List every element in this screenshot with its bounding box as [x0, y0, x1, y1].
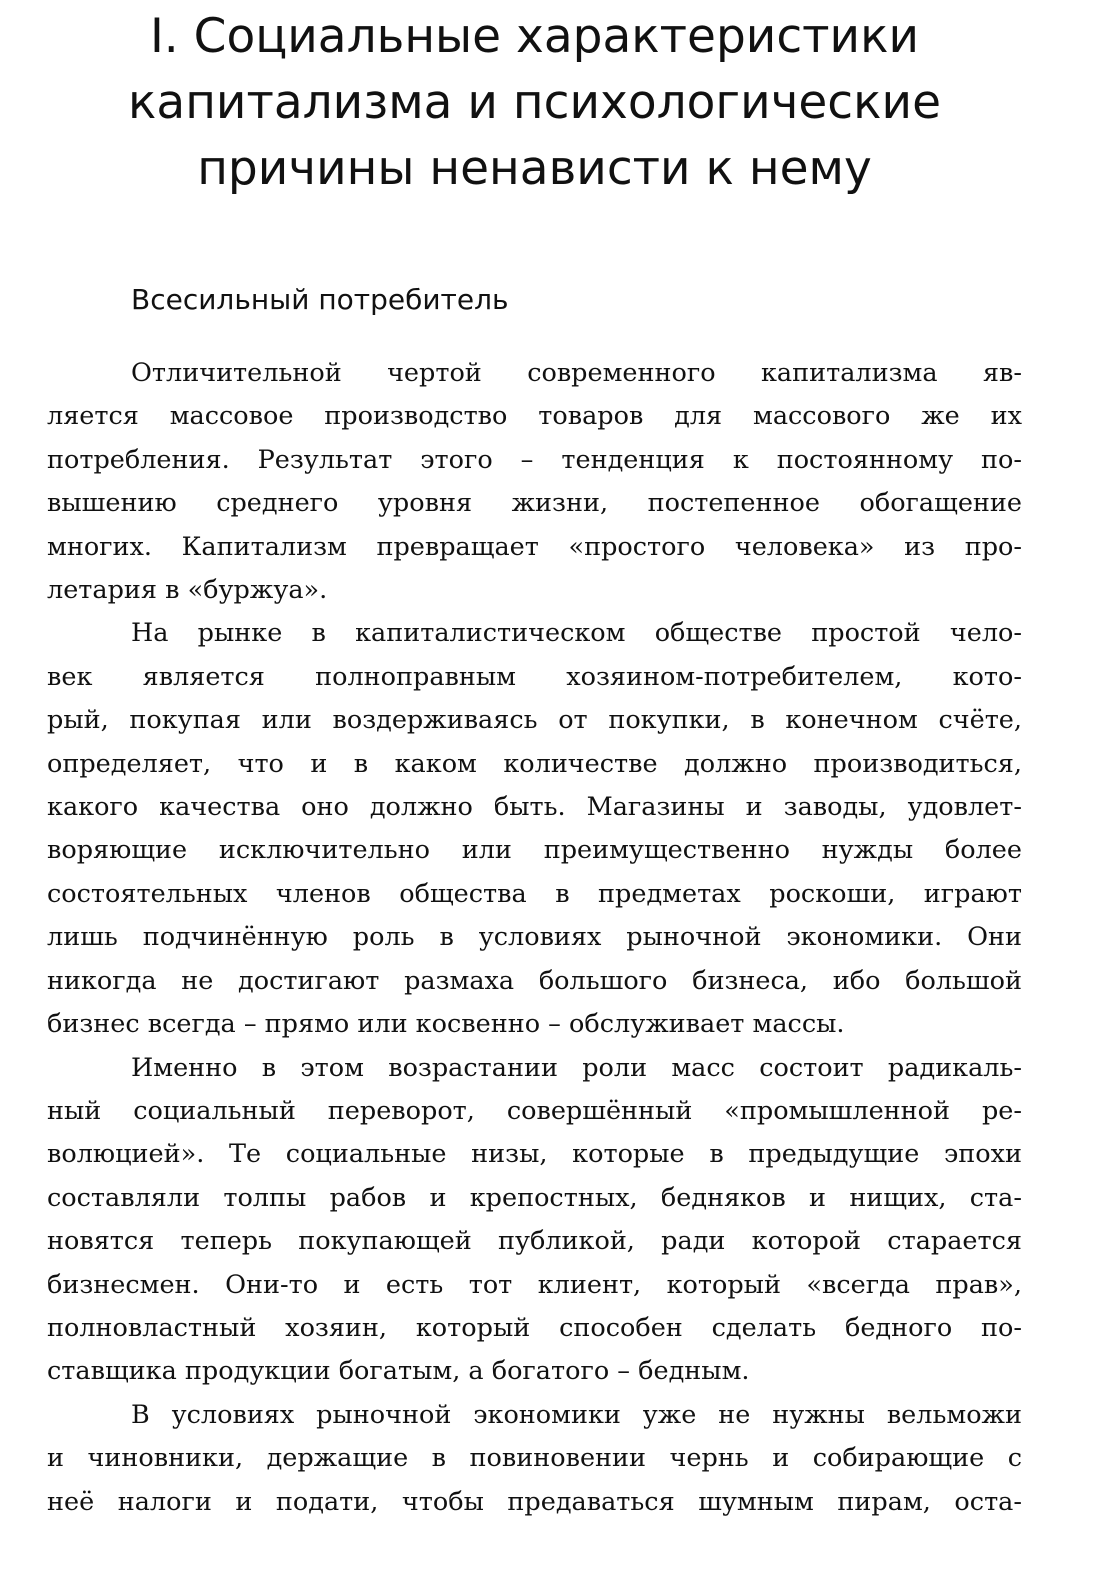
section-title: Всесильный потребитель: [131, 283, 509, 316]
text-line: воряющие исключительно или преимущественно нужды более: [47, 835, 1022, 866]
text-line: многих. Капитализм превращает «простого человека» из про-: [47, 531, 1022, 562]
text-line: лишь подчинённую роль в условиях рыночной экономики. Они: [47, 922, 1022, 953]
text-line: составляли толпы рабов и крепостных, бедняков и нищих, ста-: [47, 1182, 1022, 1213]
paragraph: [47, 1394, 1022, 1524]
text-line: На рынке в капиталистическом обществе простой чело-: [131, 618, 1022, 649]
text-line: вышению среднего уровня жизни, постепенное обогащение: [47, 488, 1022, 519]
text-line: век является полноправным хозяином-потребителем, кото-: [47, 661, 1022, 692]
text-line: рый, покупая или воздерживаясь от покупки, в конечном счёте,: [47, 705, 1022, 736]
text-line: состоятельных членов общества в предметах роскоши, играют: [47, 878, 1022, 909]
paragraph: [47, 612, 1022, 1046]
text-line: летария в «буржуа».: [47, 575, 328, 606]
text-line: неё налоги и подати, чтобы предаваться шумным пирам, оста-: [47, 1486, 1022, 1517]
text-line: бизнесмен. Они-то и есть тот клиент, который «всегда прав»,: [47, 1269, 1022, 1300]
text-line: Отличительной чертой современного капитализма яв-: [131, 358, 1022, 388]
text-line: полновластный хозяин, который способен сделать бедного по-: [47, 1312, 1022, 1343]
text-line: никогда не достигают размаха большого бизнеса, ибо большой: [47, 965, 1022, 996]
text-line: В условиях рыночной экономики уже не нужны вельможи: [131, 1399, 1022, 1430]
text-line: ляется массовое производство товаров для массового же их: [47, 401, 1022, 432]
text-line: новятся теперь покупающей публикой, ради которой старается: [47, 1226, 1022, 1257]
text-line: ный социальный переворот, совершённый «промышленной ре-: [47, 1095, 1022, 1126]
text-line: определяет, что и в каком количестве должно производиться,: [47, 748, 1022, 779]
paragraph: [47, 1047, 1022, 1394]
paragraph: [47, 352, 1022, 612]
body-text: [47, 352, 1022, 1524]
text-line: волюцией». Те социальные низы, которые в предыдущие эпохи: [47, 1139, 1022, 1170]
chapter-title: [47, 0, 1022, 202]
text-line: потребления. Результат этого – тенденция к постоянному по-: [47, 444, 1022, 475]
chapter-title-line: причины ненависти к нему: [197, 141, 872, 196]
text-line: какого качества оно должно быть. Магазины и заводы, удовлет-: [47, 792, 1022, 823]
text-line: и чиновники, держащие в повиновении чернь и собирающие с: [47, 1443, 1022, 1474]
text-line: ставщика продукции богатым, а богатого – бедным.: [47, 1356, 750, 1387]
chapter-title-line: капитализма и психологические: [128, 75, 941, 130]
chapter-title-line: I. Социальные характеристики: [149, 9, 920, 64]
text-line: Именно в этом возрастании роли масс состоит радикаль-: [131, 1052, 1022, 1083]
text-line: бизнес всегда – прямо или косвенно – обслуживает массы.: [47, 1009, 845, 1040]
